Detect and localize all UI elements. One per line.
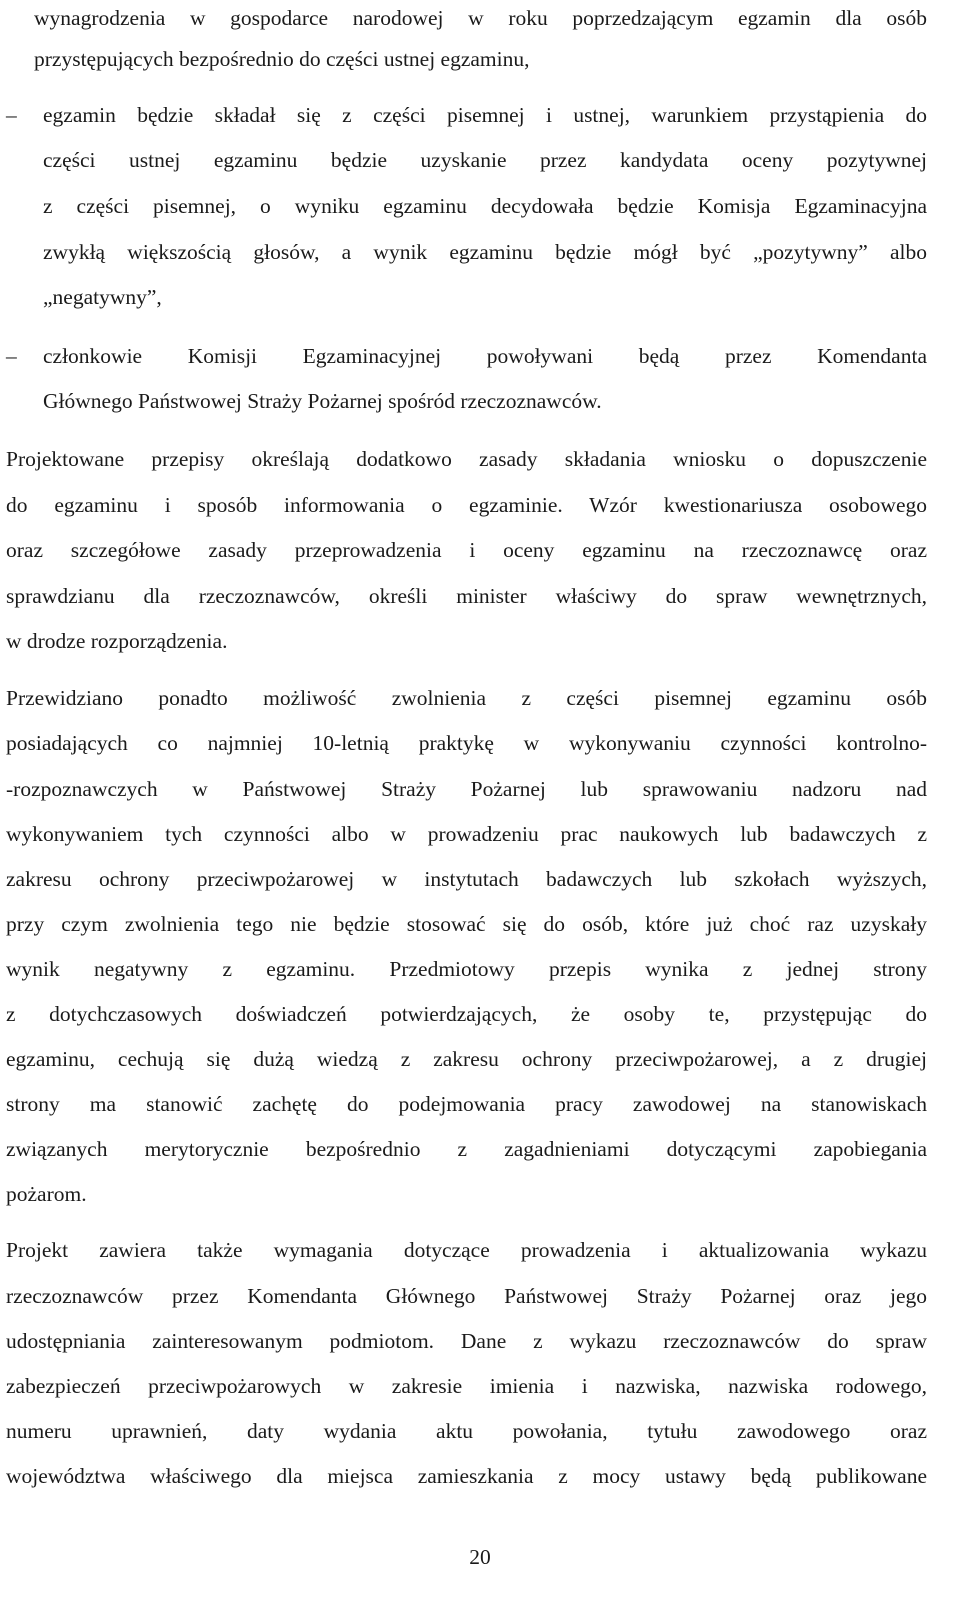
text-line: strony ma stanowić zachętę do podejmowania pracy zawodowej na stanowiskach bbox=[6, 1092, 927, 1116]
list-bullet-dash: – bbox=[6, 103, 17, 127]
text-line: części ustnej egzaminu będzie uzyskanie przez kandydata oceny pozytywnej bbox=[43, 148, 927, 172]
list-bullet-dash: – bbox=[6, 344, 17, 368]
text-line: rzeczoznawców przez Komendanta Głównego Państwowej Straży Pożarnej oraz jego bbox=[6, 1284, 927, 1308]
text-line: do egzaminu i sposób informowania o egzaminie. Wzór kwestionariusza osobowego bbox=[6, 493, 927, 517]
text-line: z części pisemnej, o wyniku egzaminu decydowała będzie Komisja Egzaminacyjna bbox=[43, 194, 927, 218]
text-line: wynagrodzenia w gospodarce narodowej w roku poprzedzającym egzamin dla osób bbox=[34, 6, 927, 30]
text-line: zabezpieczeń przeciwpożarowych w zakresie imienia i nazwiska, nazwiska rodowego, bbox=[6, 1374, 927, 1398]
text-line: egzamin będzie składał się z części pisemnej i ustnej, warunkiem przystąpienia do bbox=[43, 103, 927, 127]
text-line: posiadających co najmniej 10-letnią praktykę w wykonywaniu czynności kontrolno- bbox=[6, 731, 927, 755]
text-line: związanych merytorycznie bezpośrednio z zagadnieniami dotyczącymi zapobiegania bbox=[6, 1137, 927, 1161]
text-line: -rozpoznawczych w Państwowej Straży Pożarnej lub sprawowaniu nadzoru nad bbox=[6, 777, 927, 801]
text-line: udostępniania zainteresowanym podmiotom. Dane z wykazu rzeczoznawców do spraw bbox=[6, 1329, 927, 1353]
text-line: oraz szczegółowe zasady przeprowadzenia i oceny egzaminu na rzeczoznawcę oraz bbox=[6, 538, 927, 562]
text-line: pożarom. bbox=[6, 1182, 87, 1206]
text-line: Projekt zawiera także wymagania dotyczące prowadzenia i aktualizowania wykazu bbox=[6, 1238, 927, 1262]
text-line: przy czym zwolnienia tego nie będzie stosować się do osób, które już choć raz uzyskały bbox=[6, 912, 927, 936]
page-number: 20 bbox=[469, 1545, 491, 1569]
text-line: członkowie Komisji Egzaminacyjnej powoływani będą przez Komendanta bbox=[43, 344, 927, 368]
text-line: w drodze rozporządzenia. bbox=[6, 629, 228, 653]
text-line: zwykłą większością głosów, a wynik egzaminu będzie mógł być „pozytywny” albo bbox=[43, 240, 927, 264]
text-line: egzaminu, cechują się dużą wiedzą z zakresu ochrony przeciwpożarowej, a z drugiej bbox=[6, 1047, 927, 1071]
text-line: sprawdzianu dla rzeczoznawców, określi minister właściwy do spraw wewnętrznych, bbox=[6, 584, 927, 608]
text-line: zakresu ochrony przeciwpożarowej w instytutach badawczych lub szkołach wyższych, bbox=[6, 867, 927, 891]
text-line: województwa właściwego dla miejsca zamieszkania z mocy ustawy będą publikowane bbox=[6, 1464, 927, 1488]
text-line: Projektowane przepisy określają dodatkowo zasady składania wniosku o dopuszczenie bbox=[6, 447, 927, 471]
text-line: wynik negatywny z egzaminu. Przedmiotowy przepis wynika z jednej strony bbox=[6, 957, 927, 981]
text-line: numeru uprawnień, daty wydania aktu powołania, tytułu zawodowego oraz bbox=[6, 1419, 927, 1443]
text-line: z dotychczasowych doświadczeń potwierdzających, że osoby te, przystępując do bbox=[6, 1002, 927, 1026]
text-line: przystępujących bezpośrednio do części ustnej egzaminu, bbox=[34, 47, 530, 71]
text-line: „negatywny”, bbox=[43, 285, 162, 309]
text-line: wykonywaniem tych czynności albo w prowadzeniu prac naukowych lub badawczych z bbox=[6, 822, 927, 846]
text-line: Głównego Państwowej Straży Pożarnej spośród rzeczoznawców. bbox=[43, 389, 602, 413]
text-line: Przewidziano ponadto możliwość zwolnienia z części pisemnej egzaminu osób bbox=[6, 686, 927, 710]
